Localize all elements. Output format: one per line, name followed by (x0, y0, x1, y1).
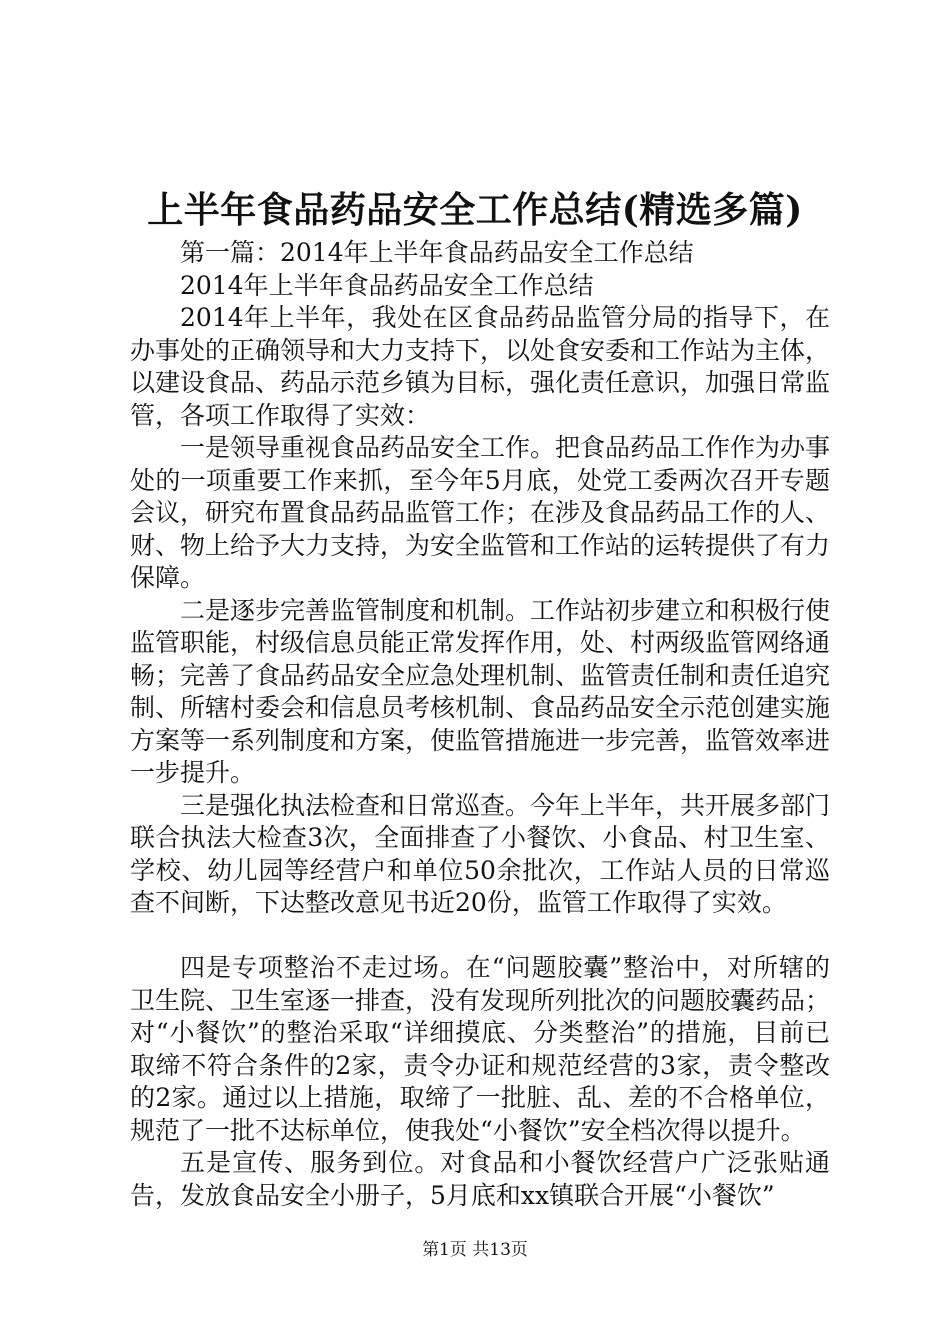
paragraph-point-5: 五是宣传、服务到位。对食品和小餐饮经营户广泛张贴通告，发放食品安全小册子，5月底和xx镇联合开展“小餐饮” (130, 1148, 830, 1210)
page-total: 共13页 (472, 1240, 528, 1260)
paragraph-point-4: 四是专项整治不走过场。在“问题胶囊”整治中，对所辖的卫生院、卫生室逐一排查，没有发现所列批次的问题胶囊药品；对“小餐饮”的整治采取“详细摸底、分类整治”的措施，目前已取缔不符合条件的2家，责令办证和规范经营的3家，责令整改的2家。通过以上措施，取缔了一批脏、乱、差的不合格单位，规范了一批不达标单位，使我处“小餐饮”安全档次得以提升。 (130, 953, 831, 1145)
paragraph-point-3: 三是强化执法检查和日常巡查。今年上半年，共开展多部门联合执法大检查3次，全面排查了小餐饮、小食品、村卫生室、学校、幼儿园等经营户和单位50余批次，工作站人员的日常巡查不间断，下达整改意见书近20份，监管工作取得了实效。 (130, 790, 831, 917)
paragraph-point-2: 二是逐步完善监管制度和机制。工作站初步建立和积极行使监管职能，村级信息员能正常发挥作用，处、村两级监管网络通畅；完善了食品药品安全应急处理机制、监管责任制和责任追究制、所辖村委会和信息员考核机制、食品药品安全示范创建实施方案等一系列制度和方案，使监管措施进一步完善，监管效率进一步提升。 (130, 595, 831, 787)
page-number: 第1页 (422, 1240, 467, 1260)
paragraph-point-1: 一是领导重视食品药品安全工作。把食品药品工作作为办事处的一项重要工作来抓，至今年5月底，处党工委两次召开专题会议，研究布置食品药品监管工作；在涉及食品药品工作的人、财、物上给予大力支持，为安全监管和工作站的运转提供了有力保障。 (130, 433, 831, 592)
page-footer (0, 1238, 950, 1262)
paragraph-gap (130, 920, 830, 953)
section-subtitle: 2014年上半年食品药品安全工作总结 (180, 270, 594, 300)
document-body (130, 237, 830, 1212)
paragraph-intro: 2014年上半年，我处在区食品药品监管分局的指导下，在办事处的正确领导和大力支持下，以处食安委和工作站为主体，以建设食品、药品示范乡镇为目标，强化责任意识，加强日常监管，各项工作取得了实效： (130, 303, 831, 430)
document-title: 上半年食品药品安全工作总结(精选多篇) (147, 189, 803, 231)
chapter-heading: 第一篇：2014年上半年食品药品安全工作总结 (180, 238, 694, 267)
